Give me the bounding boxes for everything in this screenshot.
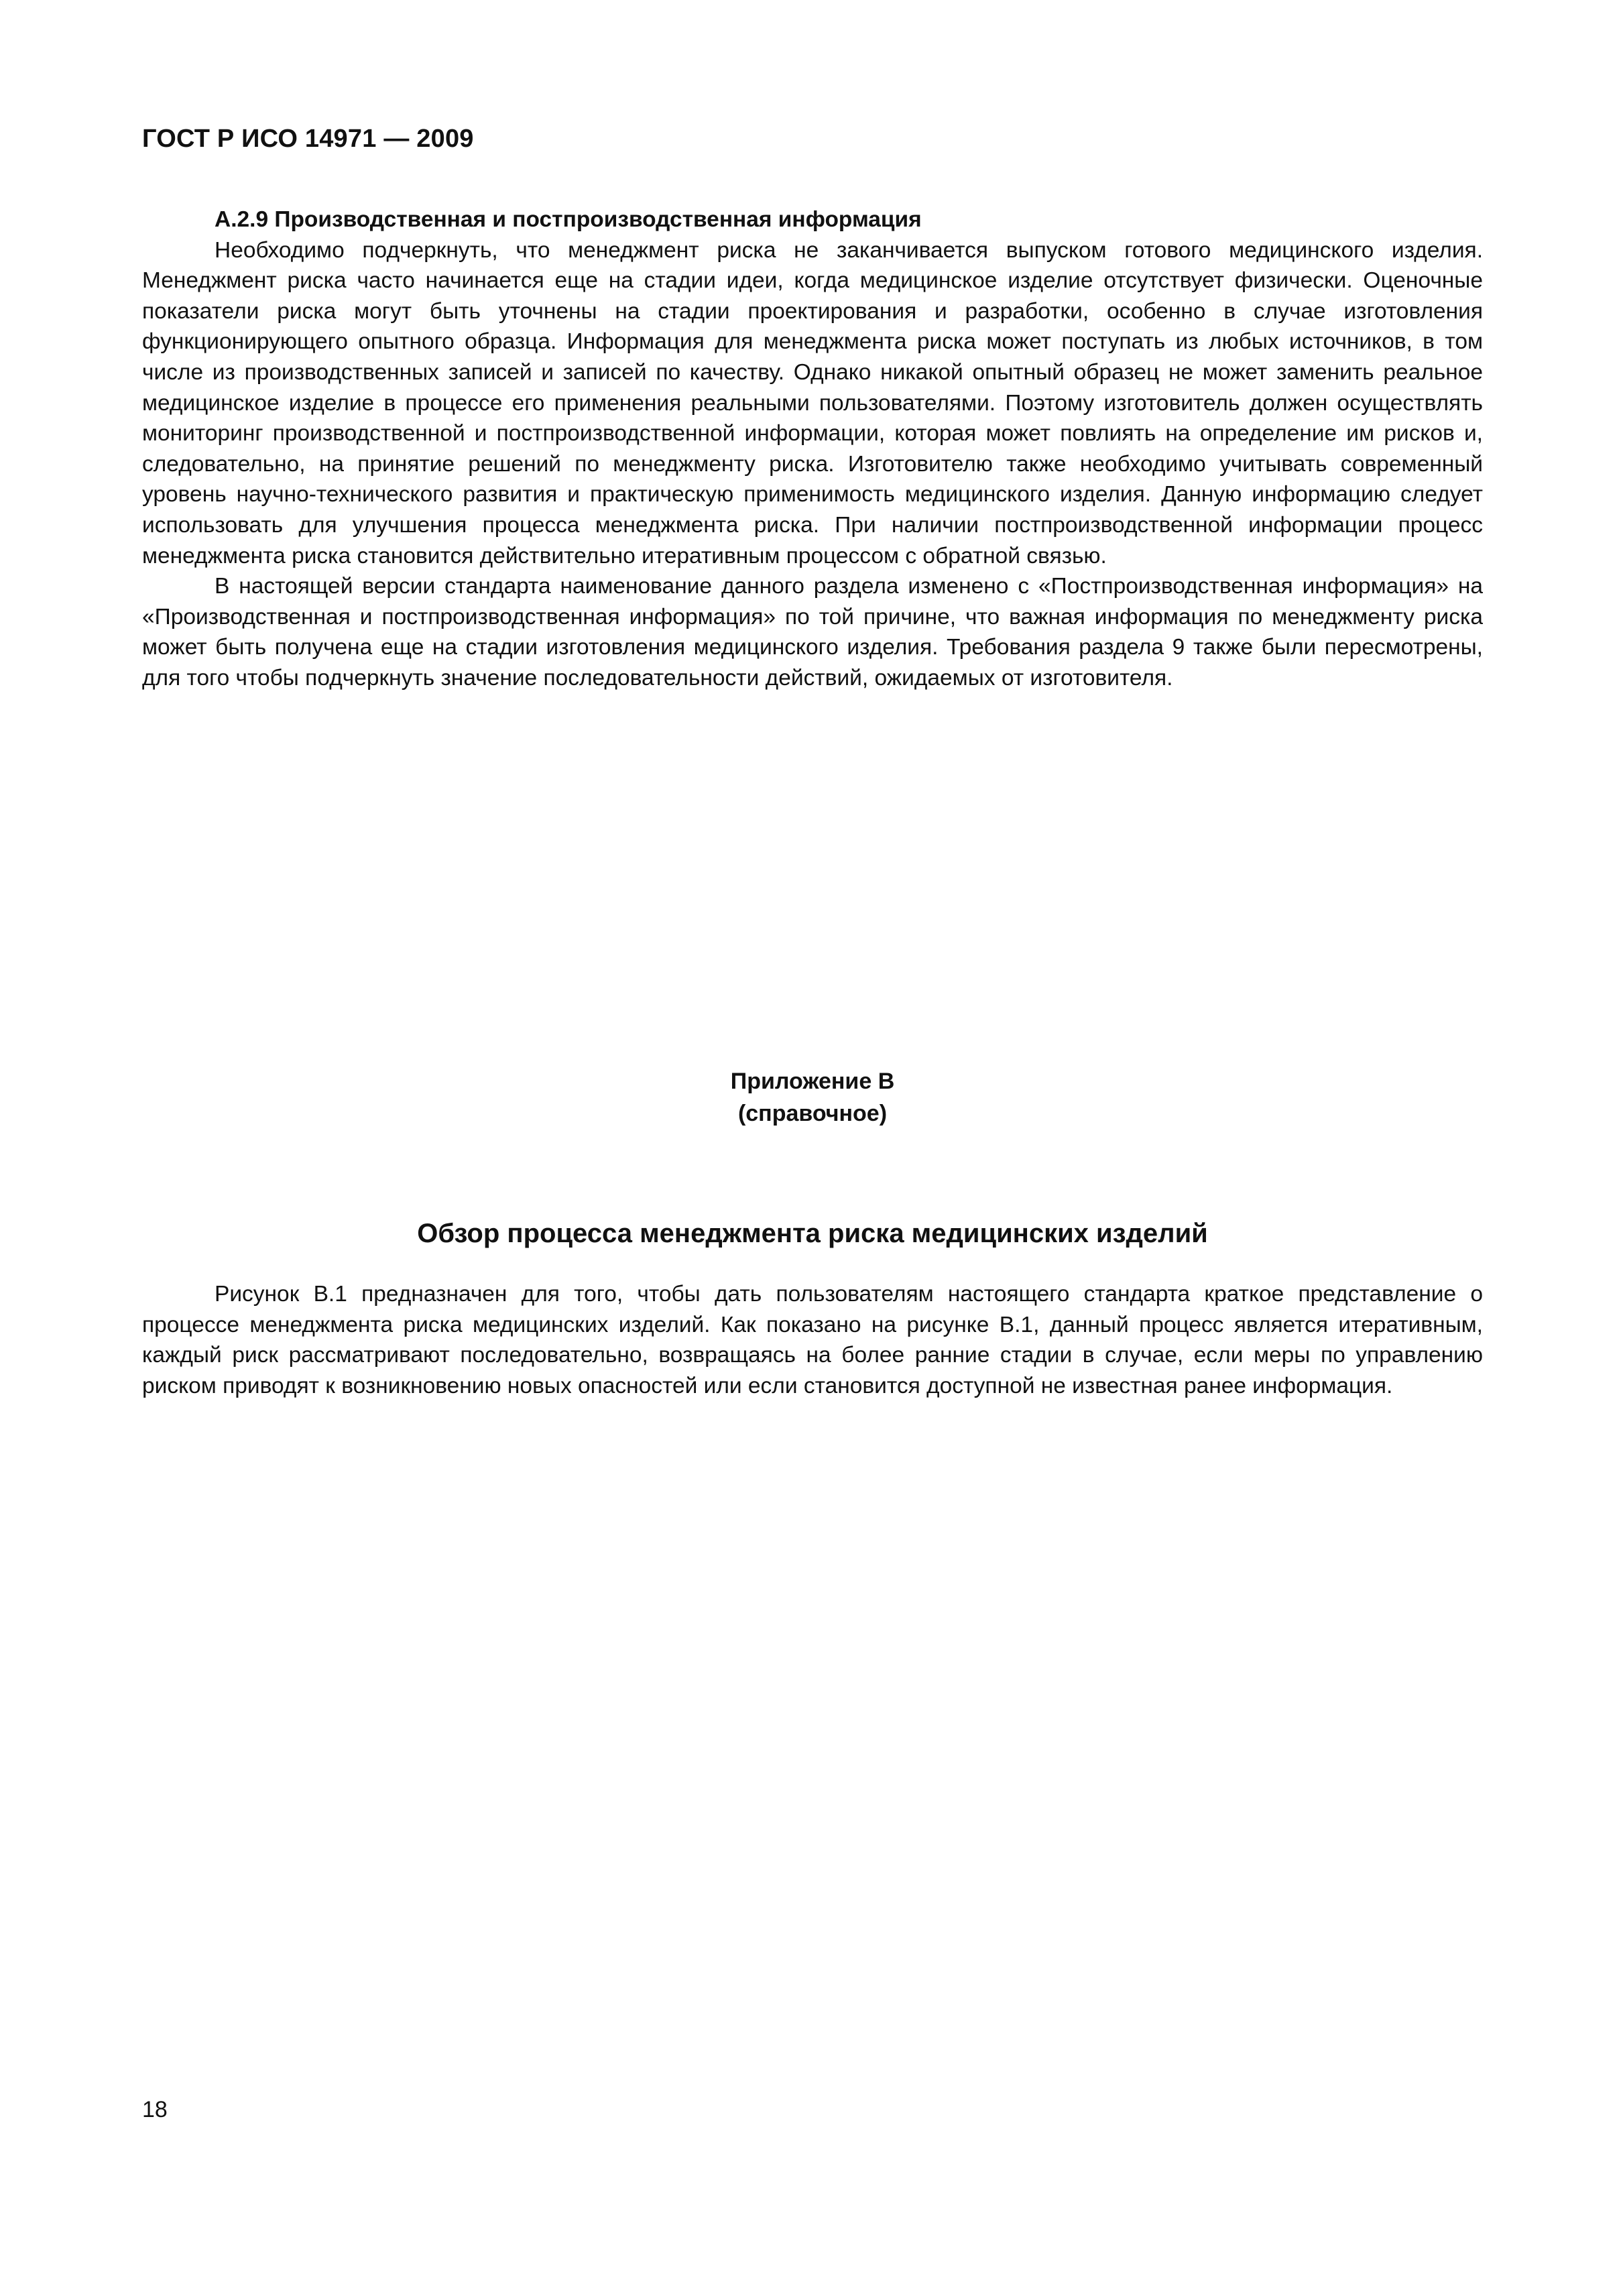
appendix-heading bbox=[142, 1065, 1483, 1130]
page-number: 18 bbox=[142, 2097, 168, 2122]
paragraph: Необходимо подчеркнуть, что менеджмент риска не заканчивается выпуском готового медицинского изделия. Менеджмент риска часто начинается еще на стадии идеи, когда медицинское изделие отсутствует физически. Оценочные показатели риска могут быть уточнены на стадии проектирования и разработки, особенно в случае изготовления функционирующего опытного образца. Информация для менеджмента риска может поступать из любых источников, в том числе из производственных записей и записей по качеству. Однако никакой опытный образец не может заменить реальное медицинское изделие в процессе его применения реальными пользователями. Поэтому изготовитель должен осуществлять мониторинг производственной и постпроизводственной информации, которая может повлиять на определение им рисков и, следовательно, на принятие решений по менеджменту риска. Изготовителю также необходимо учитывать современный уровень научно-технического развития и практическую применимость медицинского изделия. Данную информацию следует использовать для улучшения процесса менеджмента риска. При наличии постпроизводственной информации процесс менеджмента риска становится действительно итеративным процессом с обратной связью. bbox=[142, 237, 1483, 568]
paragraph: Рисунок В.1 предназначен для того, чтобы дать пользователям настоящего стандарта краткое представление о процессе менеджмента риска медицинских изделий. Как показано на рисунке В.1, данный процесс является итеративным, каждый риск рассматривают последовательно, возвращаясь на более ранние стадии в случае, если меры по управлению риском приводят к возникновению новых опасностей или если становится доступной не известная ранее информация. bbox=[142, 1282, 1483, 1398]
appendix-title: Обзор процесса менеджмента риска медицинских изделий bbox=[417, 1219, 1208, 1248]
appendix-body bbox=[142, 1279, 1483, 1401]
appendix-label: Приложение В bbox=[730, 1069, 895, 1094]
section-title: А.2.9 Производственная и постпроизводственная информация bbox=[215, 207, 922, 232]
paragraph: В настоящей версии стандарта наименование данного раздела изменено с «Постпроизводственная информация» на «Производственная и постпроизводственная информация» по той причине, что важная информация по менеджменту риска может быть получена еще на стадии изготовления медицинского изделия. Требования раздела 9 также были пересмотрены, для того чтобы подчеркнуть значение последовательности действий, ожидаемых от изготовителя. bbox=[142, 574, 1483, 690]
appendix-status: (справочное) bbox=[737, 1101, 888, 1126]
section-a29 bbox=[142, 204, 1483, 694]
document-header: ГОСТ Р ИСО 14971 — 2009 bbox=[142, 125, 474, 153]
